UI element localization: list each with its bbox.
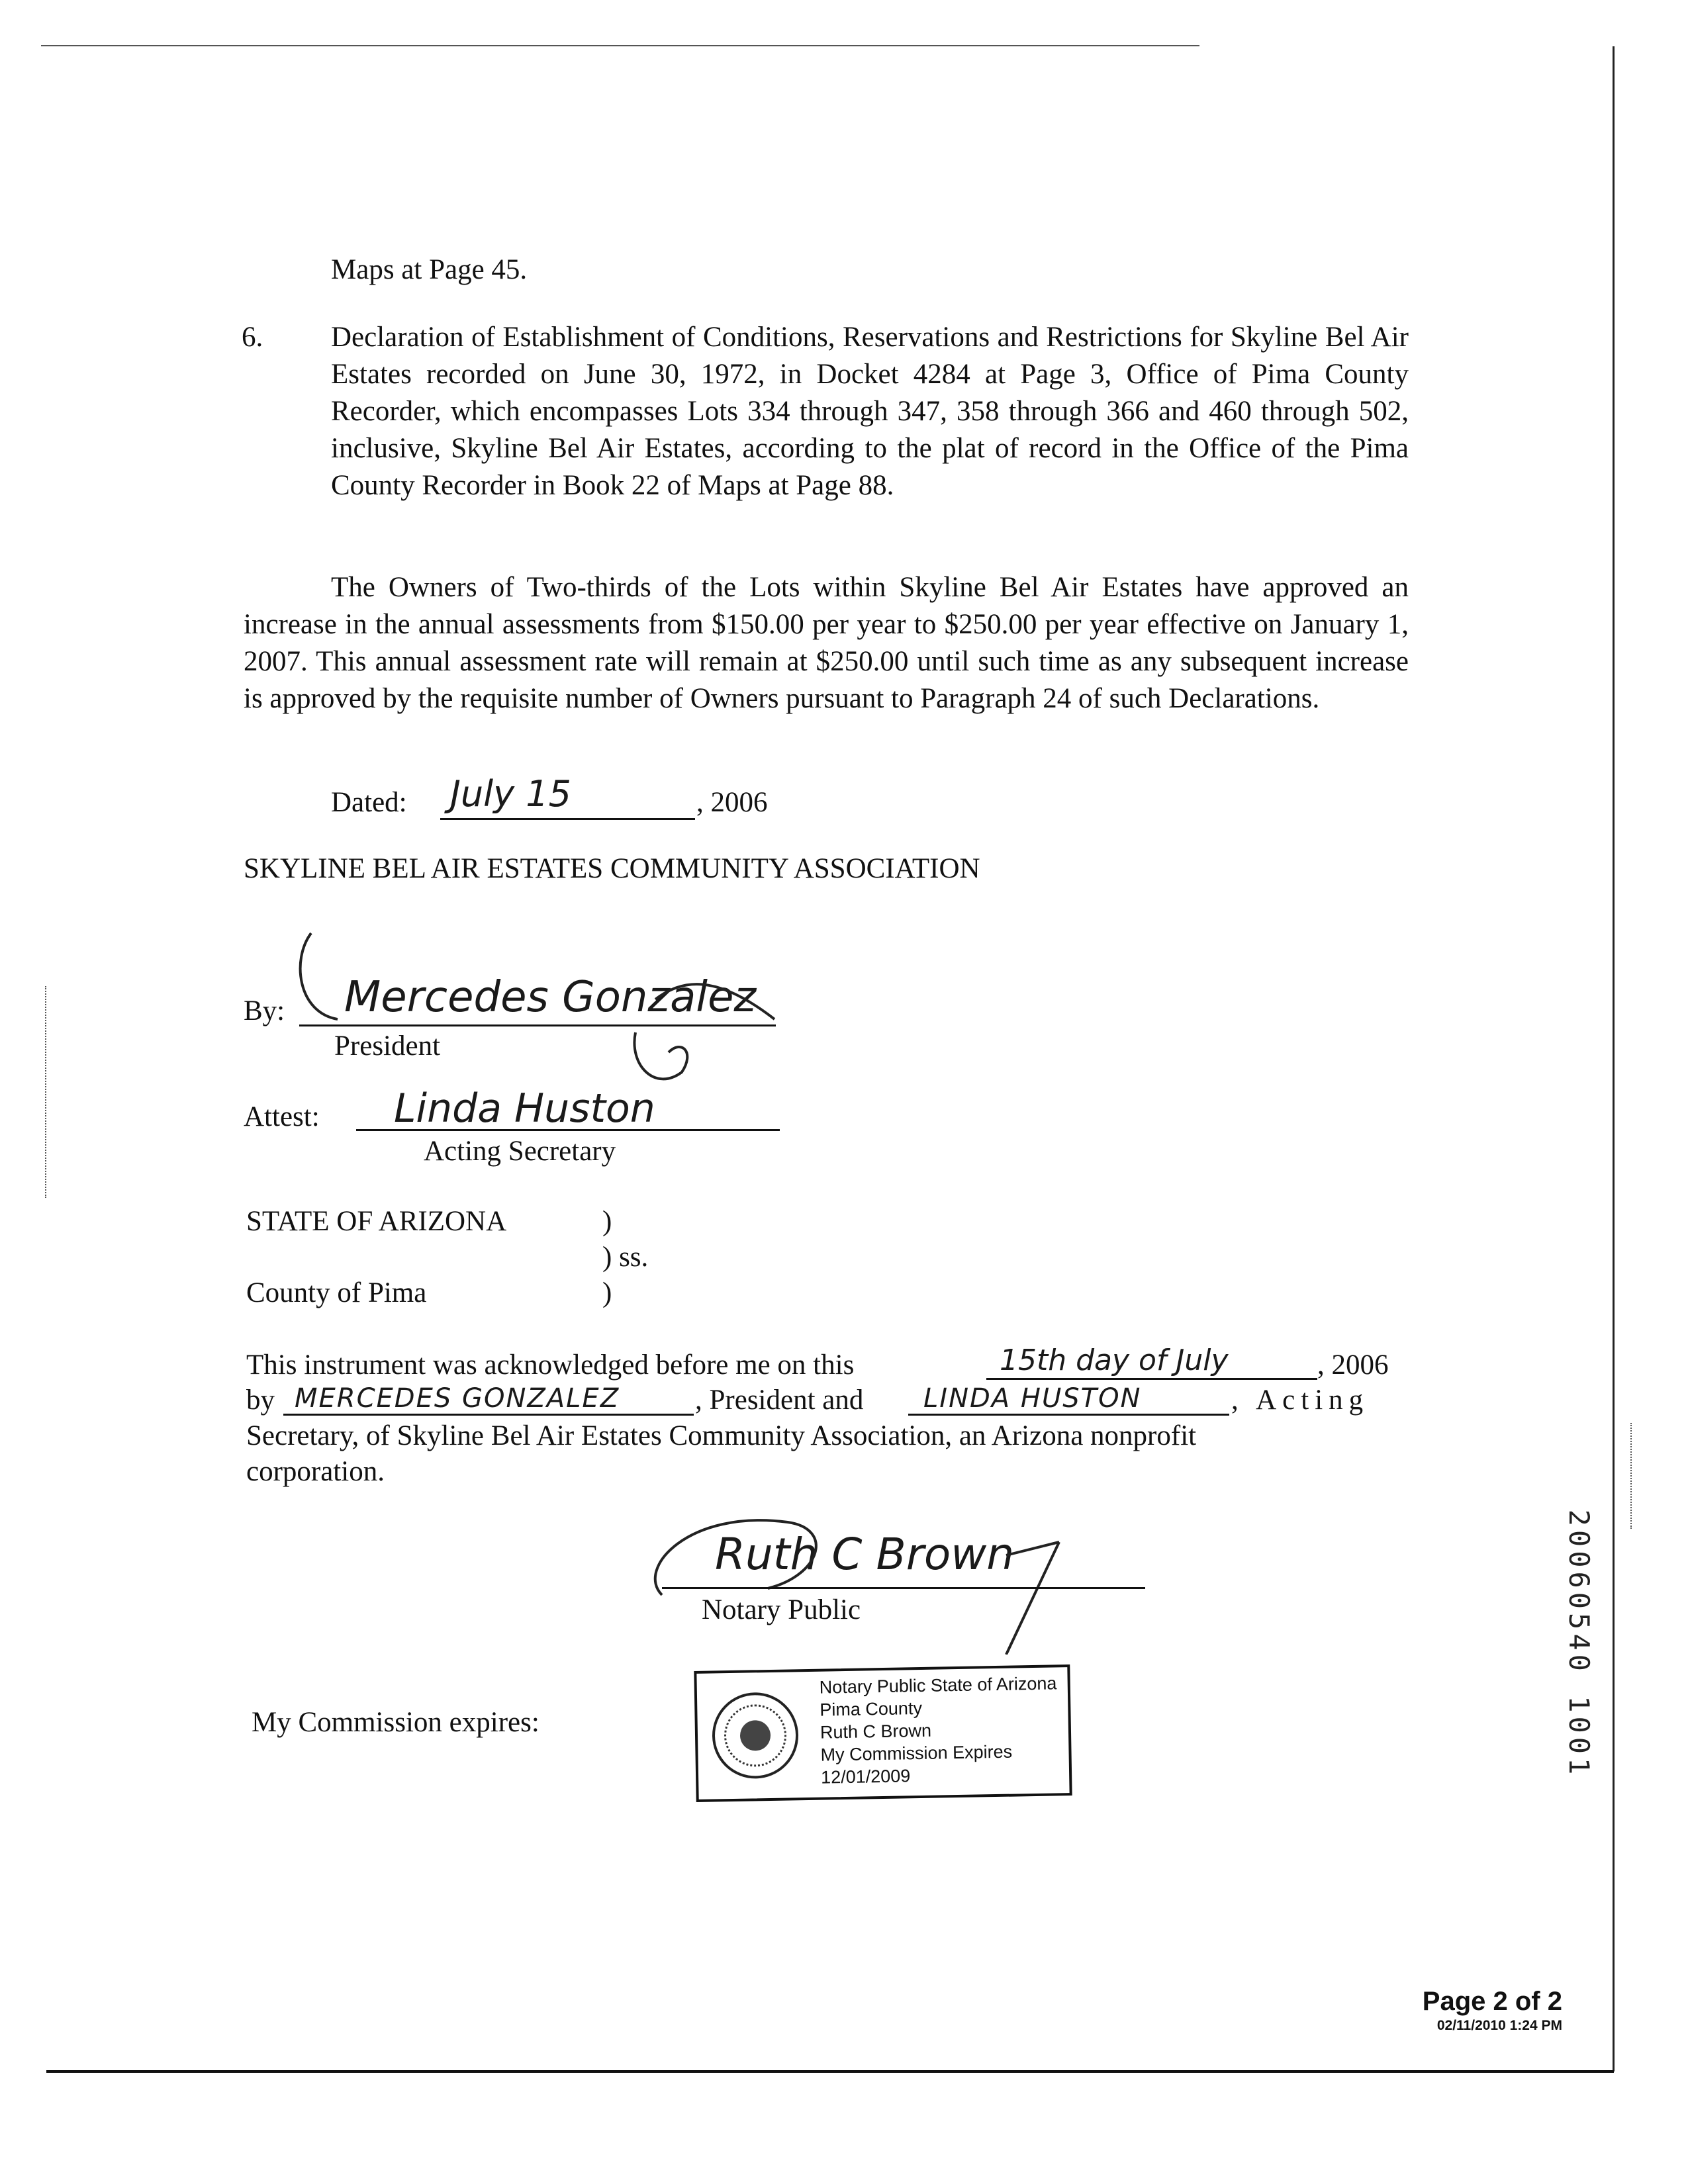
ack-year: , 2006 bbox=[1317, 1349, 1389, 1381]
top-scan-line bbox=[41, 45, 1199, 46]
dated-year: , 2006 bbox=[696, 787, 768, 818]
ack-acting: , Acting bbox=[1231, 1385, 1370, 1416]
venue-paren-3: ) bbox=[602, 1277, 612, 1308]
notary-signature: Ruth C Brown bbox=[715, 1529, 1015, 1580]
commission-label: My Commission expires: bbox=[252, 1707, 539, 1738]
notary-signature-flourish bbox=[635, 1496, 1139, 1655]
president-signature-flourish bbox=[285, 920, 814, 1092]
side-recording-number: 20060540 1001 bbox=[1563, 1509, 1595, 1779]
ack-name1-line bbox=[283, 1414, 694, 1416]
president-signature: Mercedes Gonzalez bbox=[344, 973, 757, 1022]
dated-label: Dated: bbox=[331, 787, 407, 818]
stamp-line-1: Notary Public State of Arizona bbox=[819, 1673, 1057, 1698]
venue-ss: ) ss. bbox=[602, 1242, 649, 1273]
item5-continuation: Maps at Page 45. bbox=[331, 254, 528, 285]
ack-name2-line bbox=[908, 1414, 1229, 1416]
secretary-signature: Linda Huston bbox=[394, 1085, 655, 1132]
notary-seal bbox=[712, 1692, 799, 1779]
right-scan-dots bbox=[1630, 1423, 1633, 1529]
ack-name1-handwritten: MERCEDES GONZALEZ bbox=[295, 1383, 620, 1414]
bottom-border-line bbox=[46, 2070, 1614, 2073]
ack-name2-handwritten: LINDA HUSTON bbox=[923, 1383, 1142, 1414]
notary-stamp bbox=[694, 1664, 1072, 1802]
by-label: By: bbox=[244, 995, 285, 1026]
ack-prefix: This instrument was acknowledged before me on this bbox=[246, 1349, 855, 1381]
ack-by-label: by bbox=[246, 1385, 275, 1416]
stamp-line-5: 12/01/2009 bbox=[820, 1766, 911, 1788]
notary-label: Notary Public bbox=[702, 1594, 861, 1625]
dated-line bbox=[440, 818, 695, 820]
venue-paren-1: ) bbox=[602, 1206, 612, 1237]
ack-line3: Secretary, of Skyline Bel Air Estates Community Association, an Arizona nonprofit bbox=[246, 1420, 1197, 1451]
president-title: President bbox=[334, 1030, 441, 1062]
association-name: SKYLINE BEL AIR ESTATES COMMUNITY ASSOCIATION bbox=[244, 853, 980, 884]
stamp-line-4: My Commission Expires bbox=[820, 1741, 1013, 1765]
footer-page-number: Page 2 of 2 bbox=[1422, 1987, 1562, 2016]
body-paragraph: The Owners of Two-thirds of the Lots within Skyline Bel Air Estates have approved an increase in the annual assessments from $150.00 per year to $250.00 per year effective on January 1, 2007. This annual assessment rate will remain at $250.00 until such time as any subsequent increase is approved by the requisite number of Owners pursuant to Paragraph 24 of such Declarations. bbox=[244, 572, 1409, 714]
right-margin-line bbox=[1613, 46, 1615, 2071]
venue-state: STATE OF ARIZONA bbox=[246, 1206, 507, 1237]
dated-handwritten: July 15 bbox=[450, 773, 571, 815]
attest-label: Attest: bbox=[244, 1101, 320, 1132]
secretary-title: Acting Secretary bbox=[424, 1136, 616, 1167]
footer-timestamp: 02/11/2010 1:24 PM bbox=[1436, 2018, 1562, 2033]
stamp-line-2: Pima County bbox=[820, 1698, 923, 1720]
stamp-line-3: Ruth C Brown bbox=[820, 1720, 932, 1743]
ack-line4: corporation. bbox=[246, 1456, 385, 1487]
venue-county: County of Pima bbox=[246, 1277, 427, 1308]
ack-date-handwritten: 15th day of July bbox=[1000, 1343, 1229, 1377]
left-scan-dots bbox=[45, 986, 48, 1198]
ack-president-and: , President and bbox=[695, 1385, 864, 1416]
ack-date-line bbox=[986, 1378, 1317, 1380]
item6-text: Declaration of Establishment of Conditions, Reservations and Restrictions for Skyline Bel Air Estates recorded on June 30, 1972, in Docket 4284 at Page 3, Office of Pima County Recorder, which encompasses Lots 334 through 347, 358 through 366 and 460 through 502, inclusive, Skyline Bel Air Estates, according to the plat of record in the Office of the Pima County Recorder in Book 22 of Maps at Page 88. bbox=[331, 322, 1409, 501]
notary-signature-line bbox=[662, 1587, 1145, 1589]
item6-number: 6. bbox=[242, 322, 263, 353]
